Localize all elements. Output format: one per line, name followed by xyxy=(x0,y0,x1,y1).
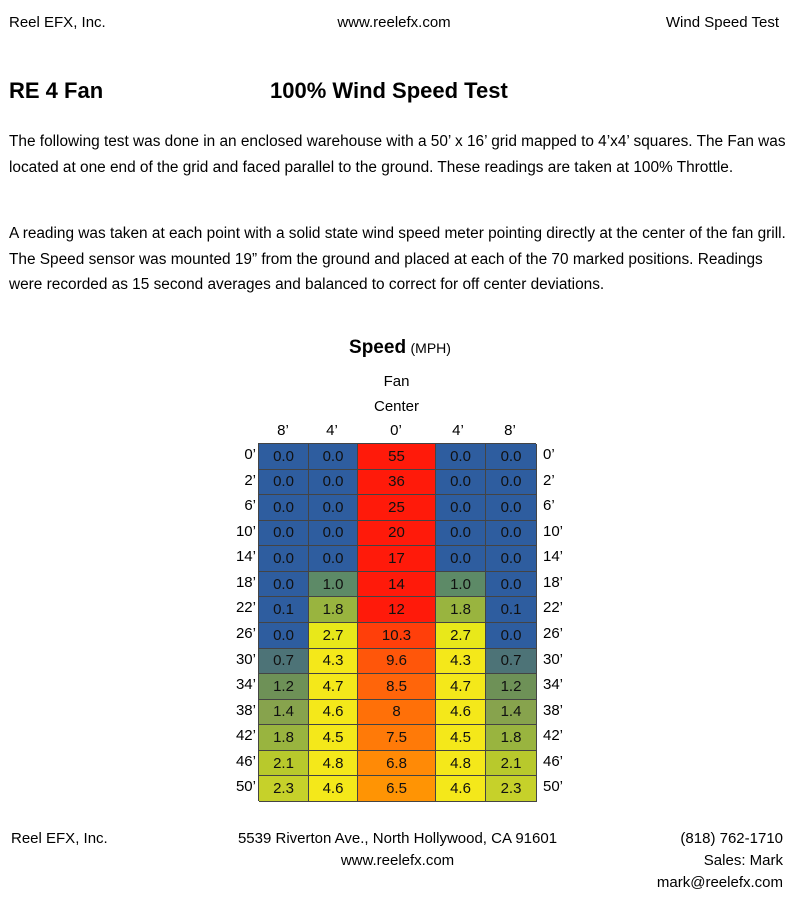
footer-phone: (818) 762-1710 xyxy=(680,830,783,847)
row-label-right: 34’ xyxy=(543,676,564,694)
column-label: 4’ xyxy=(326,422,338,439)
heatmap-cell: 4.7 xyxy=(436,674,486,700)
heatmap-cell: 0.1 xyxy=(259,597,309,623)
row-label-right: 14’ xyxy=(543,548,564,566)
row-label-left: 42’ xyxy=(235,727,256,745)
row-label-right: 42’ xyxy=(543,727,564,745)
row-label-right: 38’ xyxy=(543,701,564,719)
row-label-left: 50’ xyxy=(235,778,256,796)
heatmap-cell: 0.0 xyxy=(486,623,537,649)
row-label-right: 46’ xyxy=(543,752,564,770)
method-paragraph: A reading was taken at each point with a solid state wind speed meter pointing directly at the center of the fan grill. The Speed sensor was mounted 19” from the ground and placed at each of the 70 marked positions. Readings were recorded as 15 second averages and balanced to correct for off center deviations. xyxy=(9,225,786,293)
column-label: 8’ xyxy=(277,422,289,439)
heatmap-cell: 1.8 xyxy=(486,725,537,751)
heatmap-cell: 0.0 xyxy=(309,495,358,521)
row-label-right: 0’ xyxy=(543,446,555,463)
heatmap-cell: 1.8 xyxy=(309,597,358,623)
row-label-right: 50’ xyxy=(543,778,564,796)
heatmap-cell: 4.3 xyxy=(309,649,358,675)
heatmap-cell: 0.0 xyxy=(259,572,309,598)
heatmap-cell: 12 xyxy=(358,597,436,623)
heatmap-cell: 36 xyxy=(358,470,436,496)
footer-company: Reel EFX, Inc. xyxy=(11,830,108,847)
column-label: 8’ xyxy=(504,422,516,439)
heatmap-cell: 4.8 xyxy=(436,751,486,777)
heatmap-cell: 20 xyxy=(358,521,436,547)
header-company: Reel EFX, Inc. xyxy=(9,14,106,31)
heatmap-cell: 0.0 xyxy=(486,521,537,547)
heatmap-cell: 4.6 xyxy=(309,776,358,802)
row-label-right: 22’ xyxy=(543,599,564,617)
fan-label-line2: Center xyxy=(373,398,420,415)
heatmap-cell: 0.0 xyxy=(436,521,486,547)
row-label-left: 34’ xyxy=(235,676,256,694)
column-label: 4’ xyxy=(452,422,464,439)
heatmap-cell: 0.0 xyxy=(309,521,358,547)
heatmap-cell: 8 xyxy=(358,700,436,726)
heatmap-cell: 2.3 xyxy=(259,776,309,802)
heatmap-cell: 2.3 xyxy=(486,776,537,802)
heatmap-cell: 4.7 xyxy=(309,674,358,700)
heatmap-cell: 4.6 xyxy=(436,700,486,726)
row-label-left: 46’ xyxy=(235,752,256,770)
chart-title-text: Speed xyxy=(349,337,407,358)
heatmap-cell: 4.5 xyxy=(436,725,486,751)
heatmap-cell: 0.7 xyxy=(486,649,537,675)
heatmap-cell: 8.5 xyxy=(358,674,436,700)
row-label-left: 18’ xyxy=(235,573,256,591)
heatmap-cell: 7.5 xyxy=(358,725,436,751)
heatmap-cell: 0.0 xyxy=(259,470,309,496)
chart-unit: (MPH) xyxy=(410,340,451,356)
heatmap-cell: 17 xyxy=(358,546,436,572)
heatmap-cell: 0.0 xyxy=(309,470,358,496)
row-label-right: 10’ xyxy=(543,522,564,540)
heatmap-cell: 0.0 xyxy=(436,495,486,521)
row-label-left: 26’ xyxy=(235,624,256,642)
row-label-right: 6’ xyxy=(543,497,555,515)
heatmap-cell: 0.0 xyxy=(436,470,486,496)
fan-label-line1: Fan xyxy=(383,373,410,390)
row-label-left: 10’ xyxy=(235,522,256,540)
heatmap-cell: 2.1 xyxy=(486,751,537,777)
column-label: 0’ xyxy=(390,422,402,439)
heatmap-cell: 0.1 xyxy=(486,597,537,623)
product-title: RE 4 Fan xyxy=(9,78,104,103)
heatmap-cell: 0.0 xyxy=(259,495,309,521)
heatmap-cell: 0.0 xyxy=(309,546,358,572)
heatmap-cell: 0.0 xyxy=(309,444,358,470)
chart-title xyxy=(0,337,800,359)
heatmap-cell: 2.1 xyxy=(259,751,309,777)
heatmap-cell: 4.8 xyxy=(309,751,358,777)
intro-paragraph: The following test was done in an enclosed warehouse with a 50’ x 16’ grid mapped to 4’x4’ squares. The Fan was located at one end of the grid and faced parallel to the ground. These readings are taken at 100% Throttle. xyxy=(9,133,786,176)
footer-email: mark@reelefx.com xyxy=(656,874,783,891)
heatmap-cell: 2.7 xyxy=(436,623,486,649)
row-label-right: 18’ xyxy=(543,573,564,591)
row-label-right: 26’ xyxy=(543,624,564,642)
heatmap-cell: 0.0 xyxy=(259,444,309,470)
heatmap-cell: 14 xyxy=(358,572,436,598)
speed-heatmap xyxy=(258,443,536,801)
heatmap-cell: 4.6 xyxy=(436,776,486,802)
heatmap-cell: 1.8 xyxy=(436,597,486,623)
row-label-right: 2’ xyxy=(543,471,555,489)
heatmap-cell: 6.5 xyxy=(358,776,436,802)
row-label-left: 14’ xyxy=(235,548,256,566)
footer-contact-block xyxy=(657,828,783,894)
heatmap-cell: 1.4 xyxy=(259,700,309,726)
heatmap-cell: 0.0 xyxy=(486,495,537,521)
heatmap-cell: 1.2 xyxy=(486,674,537,700)
footer-address: 5539 Riverton Ave., North Hollywood, CA 91601 xyxy=(237,830,558,847)
heatmap-cell: 6.8 xyxy=(358,751,436,777)
heatmap-cell: 55 xyxy=(358,444,436,470)
row-label-left: 30’ xyxy=(235,650,256,668)
heatmap-cell: 0.0 xyxy=(486,546,537,572)
heatmap-cell: 10.3 xyxy=(358,623,436,649)
heatmap-cell: 2.7 xyxy=(309,623,358,649)
test-title: 100% Wind Speed Test xyxy=(270,78,508,103)
heatmap-cell: 25 xyxy=(358,495,436,521)
heatmap-cell: 1.0 xyxy=(309,572,358,598)
heatmap-cell: 0.0 xyxy=(259,546,309,572)
row-label-left: 2’ xyxy=(244,471,256,489)
heatmap-cell: 0.7 xyxy=(259,649,309,675)
row-label-right: 30’ xyxy=(543,650,564,668)
heatmap-cell: 4.6 xyxy=(309,700,358,726)
row-label-left: 22’ xyxy=(235,599,256,617)
footer-website: www.reelefx.com xyxy=(340,852,455,869)
row-label-left: 6’ xyxy=(244,497,256,515)
heatmap-cell: 1.8 xyxy=(259,725,309,751)
heatmap-cell: 0.0 xyxy=(436,444,486,470)
header-doc-title: Wind Speed Test xyxy=(665,14,779,31)
heatmap-cell: 1.0 xyxy=(436,572,486,598)
heatmap-cell: 4.3 xyxy=(436,649,486,675)
heatmap-cell: 0.0 xyxy=(259,521,309,547)
header-website: www.reelefx.com xyxy=(337,14,451,31)
footer-sales: Sales: Mark xyxy=(703,852,783,869)
heatmap-cell: 4.5 xyxy=(309,725,358,751)
heatmap-cell: 1.4 xyxy=(486,700,537,726)
heatmap-cell: 0.0 xyxy=(486,572,537,598)
heatmap-cell: 0.0 xyxy=(486,444,537,470)
heatmap-cell: 0.0 xyxy=(436,546,486,572)
heatmap-cell: 0.0 xyxy=(486,470,537,496)
heatmap-cell: 9.6 xyxy=(358,649,436,675)
heatmap-cell: 1.2 xyxy=(259,674,309,700)
row-label-left: 0’ xyxy=(244,446,256,463)
heatmap-cell: 0.0 xyxy=(259,623,309,649)
row-label-left: 38’ xyxy=(235,701,256,719)
